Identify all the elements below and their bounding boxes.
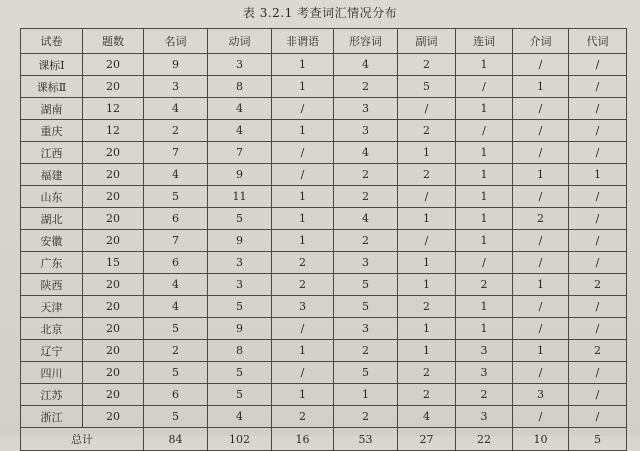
table-cell: / — [513, 120, 569, 142]
table-cell: 5 — [144, 406, 208, 428]
table-cell: 4 — [208, 406, 272, 428]
table-cell: 3 — [208, 252, 272, 274]
table-cell: 12 — [83, 120, 144, 142]
table-cell: 4 — [398, 406, 456, 428]
table-cell: 1 — [456, 208, 513, 230]
header-cell: 连词 — [456, 29, 513, 54]
row-label-cell: 天津 — [21, 296, 83, 318]
table-cell: 3 — [272, 296, 334, 318]
table-cell: 9 — [144, 54, 208, 76]
table-cell: 1 — [456, 142, 513, 164]
table-cell: / — [513, 230, 569, 252]
table-cell: / — [456, 120, 513, 142]
table-cell: 2 — [398, 296, 456, 318]
table-row — [21, 296, 627, 318]
table-cell: 1 — [272, 340, 334, 362]
header-cell: 名词 — [144, 29, 208, 54]
table-cell: 1 — [456, 98, 513, 120]
table-cell: 1 — [272, 76, 334, 98]
table-row — [21, 252, 627, 274]
table-cell: 2 — [334, 164, 398, 186]
vocabulary-distribution-table — [20, 28, 627, 451]
table-cell: 4 — [334, 54, 398, 76]
table-cell: 2 — [398, 362, 456, 384]
total-cell: 16 — [272, 428, 334, 451]
total-cell: 53 — [334, 428, 398, 451]
table-cell: 5 — [144, 186, 208, 208]
row-label-cell: 辽宁 — [21, 340, 83, 362]
table-cell: 1 — [513, 340, 569, 362]
table-cell: / — [569, 362, 627, 384]
table-cell: 1 — [398, 252, 456, 274]
table-cell: 1 — [398, 318, 456, 340]
table-cell: / — [398, 230, 456, 252]
row-label-cell: 北京 — [21, 318, 83, 340]
table-cell: / — [569, 208, 627, 230]
table-cell: 20 — [83, 142, 144, 164]
table-cell: 4 — [334, 208, 398, 230]
table-cell: 2 — [456, 384, 513, 406]
table-cell: 1 — [334, 384, 398, 406]
table-cell: 6 — [144, 252, 208, 274]
table-row — [21, 54, 627, 76]
table-cell: 2 — [272, 252, 334, 274]
table-cell: / — [513, 54, 569, 76]
row-label-cell: 课标Ⅰ — [21, 54, 83, 76]
table-cell: 2 — [398, 54, 456, 76]
table-cell: 20 — [83, 406, 144, 428]
table-row — [21, 142, 627, 164]
row-label-cell: 安徽 — [21, 230, 83, 252]
table-cell: 2 — [398, 384, 456, 406]
table-cell: / — [456, 252, 513, 274]
total-row — [21, 428, 627, 451]
table-cell: / — [398, 98, 456, 120]
table-cell: / — [272, 318, 334, 340]
table-cell: 1 — [398, 142, 456, 164]
total-label: 总计 — [21, 428, 144, 451]
table-cell: 4 — [144, 164, 208, 186]
table-cell: 6 — [144, 384, 208, 406]
table-cell: 2 — [513, 208, 569, 230]
table-cell: 3 — [456, 406, 513, 428]
table-row — [21, 274, 627, 296]
table-cell: 9 — [208, 164, 272, 186]
table-cell: / — [513, 318, 569, 340]
table-cell: 6 — [144, 208, 208, 230]
table-cell: 1 — [456, 230, 513, 252]
table-row — [21, 76, 627, 98]
table-cell: 2 — [398, 164, 456, 186]
table-cell: 2 — [272, 274, 334, 296]
table-row — [21, 208, 627, 230]
table-cell: 1 — [456, 54, 513, 76]
total-cell: 5 — [569, 428, 627, 451]
table-cell: 7 — [144, 142, 208, 164]
table-cell: 3 — [334, 252, 398, 274]
table-cell: / — [569, 406, 627, 428]
table-cell: 20 — [83, 318, 144, 340]
header-cell: 副词 — [398, 29, 456, 54]
table-cell: 3 — [513, 384, 569, 406]
table-cell: 11 — [208, 186, 272, 208]
table-cell: 1 — [272, 120, 334, 142]
table-cell: / — [513, 296, 569, 318]
table-row — [21, 164, 627, 186]
table-cell: 5 — [144, 362, 208, 384]
table-cell: 1 — [456, 164, 513, 186]
table-cell: / — [569, 54, 627, 76]
total-cell: 27 — [398, 428, 456, 451]
table-cell: / — [272, 98, 334, 120]
table-row — [21, 340, 627, 362]
table-cell: / — [569, 230, 627, 252]
table-cell: 1 — [513, 76, 569, 98]
table-cell: 5 — [144, 318, 208, 340]
table-cell: / — [513, 362, 569, 384]
table-cell: / — [569, 318, 627, 340]
table-cell: 1 — [272, 186, 334, 208]
table-row — [21, 230, 627, 252]
table-cell: / — [569, 98, 627, 120]
table-cell: / — [569, 186, 627, 208]
table-cell: 1 — [398, 274, 456, 296]
table-cell: 20 — [83, 208, 144, 230]
table-cell: 5 — [334, 362, 398, 384]
total-cell: 84 — [144, 428, 208, 451]
table-cell: 1 — [456, 186, 513, 208]
total-cell: 10 — [513, 428, 569, 451]
row-label-cell: 山东 — [21, 186, 83, 208]
table-row — [21, 186, 627, 208]
table-cell: 2 — [398, 120, 456, 142]
table-cell: 20 — [83, 186, 144, 208]
table-cell: 5 — [208, 384, 272, 406]
table-cell: 8 — [208, 76, 272, 98]
table-cell: 3 — [456, 362, 513, 384]
table-cell: 2 — [334, 76, 398, 98]
table-body — [21, 54, 627, 428]
table-cell: / — [513, 142, 569, 164]
table-row — [21, 318, 627, 340]
header-cell: 试卷 — [21, 29, 83, 54]
table-caption: 表 3.2.1 考查词汇情况分布 — [242, 6, 398, 20]
table-cell: 3 — [208, 54, 272, 76]
table-cell: 5 — [208, 296, 272, 318]
table-cell: / — [272, 164, 334, 186]
row-label-cell: 江苏 — [21, 384, 83, 406]
header-row — [21, 29, 627, 54]
row-label-cell: 福建 — [21, 164, 83, 186]
table-cell: 4 — [144, 296, 208, 318]
header-cell: 代词 — [569, 29, 627, 54]
table-cell: 1 — [513, 274, 569, 296]
header-cell: 介词 — [513, 29, 569, 54]
table-cell: 20 — [83, 362, 144, 384]
table-cell: / — [569, 384, 627, 406]
table-cell: / — [569, 120, 627, 142]
header-cell: 题数 — [83, 29, 144, 54]
table-cell: / — [513, 406, 569, 428]
table-cell: 1 — [272, 208, 334, 230]
total-cell: 22 — [456, 428, 513, 451]
header-cell: 非谓语 — [272, 29, 334, 54]
table-cell: 5 — [334, 296, 398, 318]
header-cell: 动词 — [208, 29, 272, 54]
row-label-cell: 广东 — [21, 252, 83, 274]
table-cell: 20 — [83, 54, 144, 76]
table-cell: 5 — [208, 208, 272, 230]
table-cell: 2 — [334, 406, 398, 428]
table-cell: 2 — [272, 406, 334, 428]
table-cell: 20 — [83, 230, 144, 252]
row-label-cell: 湖南 — [21, 98, 83, 120]
table-cell: 7 — [144, 230, 208, 252]
row-label-cell: 湖北 — [21, 208, 83, 230]
table-cell: 1 — [456, 296, 513, 318]
table-cell: 7 — [208, 142, 272, 164]
row-label-cell: 江西 — [21, 142, 83, 164]
table-cell: 20 — [83, 76, 144, 98]
table-cell: / — [272, 142, 334, 164]
table-cell: 20 — [83, 164, 144, 186]
table-cell: 2 — [334, 340, 398, 362]
table-cell: 2 — [456, 274, 513, 296]
table-cell: 3 — [334, 120, 398, 142]
table-row — [21, 384, 627, 406]
table-cell: 3 — [456, 340, 513, 362]
table-cell: 20 — [83, 384, 144, 406]
row-label-cell: 四川 — [21, 362, 83, 384]
table-cell: 9 — [208, 318, 272, 340]
table-row — [21, 120, 627, 142]
table-cell: / — [513, 186, 569, 208]
table-row — [21, 362, 627, 384]
table-cell: 15 — [83, 252, 144, 274]
row-label-cell: 浙江 — [21, 406, 83, 428]
table-cell: 20 — [83, 296, 144, 318]
table-cell: 2 — [144, 340, 208, 362]
table-cell: 1 — [272, 384, 334, 406]
table-cell: 4 — [144, 274, 208, 296]
table-cell: 20 — [83, 340, 144, 362]
table-cell: 1 — [569, 164, 627, 186]
table-cell: 2 — [569, 340, 627, 362]
header-cell: 形容词 — [334, 29, 398, 54]
table-cell: 2 — [334, 230, 398, 252]
table-cell: 2 — [569, 274, 627, 296]
table-cell: 2 — [334, 186, 398, 208]
table-cell: 3 — [334, 98, 398, 120]
table-cell: 1 — [398, 340, 456, 362]
table-cell: 12 — [83, 98, 144, 120]
table-cell: 1 — [398, 208, 456, 230]
table-cell: 8 — [208, 340, 272, 362]
table-row — [21, 406, 627, 428]
table-cell: / — [513, 252, 569, 274]
total-cell: 102 — [208, 428, 272, 451]
table-cell: 4 — [208, 120, 272, 142]
table-cell: 5 — [334, 274, 398, 296]
table-cell: 9 — [208, 230, 272, 252]
table-cell: / — [569, 76, 627, 98]
table-cell: 1 — [456, 318, 513, 340]
table-cell: 4 — [144, 98, 208, 120]
table-cell: 4 — [208, 98, 272, 120]
table-cell: / — [272, 362, 334, 384]
row-label-cell: 陕西 — [21, 274, 83, 296]
table-cell: 3 — [144, 76, 208, 98]
table-cell: 2 — [144, 120, 208, 142]
table-cell: 5 — [398, 76, 456, 98]
table-cell: / — [456, 76, 513, 98]
table-cell: / — [569, 142, 627, 164]
table-cell: 1 — [513, 164, 569, 186]
table-cell: 3 — [208, 274, 272, 296]
table-cell: 3 — [334, 318, 398, 340]
table-cell: 5 — [208, 362, 272, 384]
table-cell: / — [569, 252, 627, 274]
table-cell: 4 — [334, 142, 398, 164]
table-cell: 1 — [272, 230, 334, 252]
row-label-cell: 重庆 — [21, 120, 83, 142]
table-row — [21, 98, 627, 120]
table-cell: 20 — [83, 274, 144, 296]
table-cell: / — [513, 98, 569, 120]
table-cell: / — [398, 186, 456, 208]
table-cell: 1 — [272, 54, 334, 76]
row-label-cell: 课标Ⅱ — [21, 76, 83, 98]
table-cell: / — [569, 296, 627, 318]
